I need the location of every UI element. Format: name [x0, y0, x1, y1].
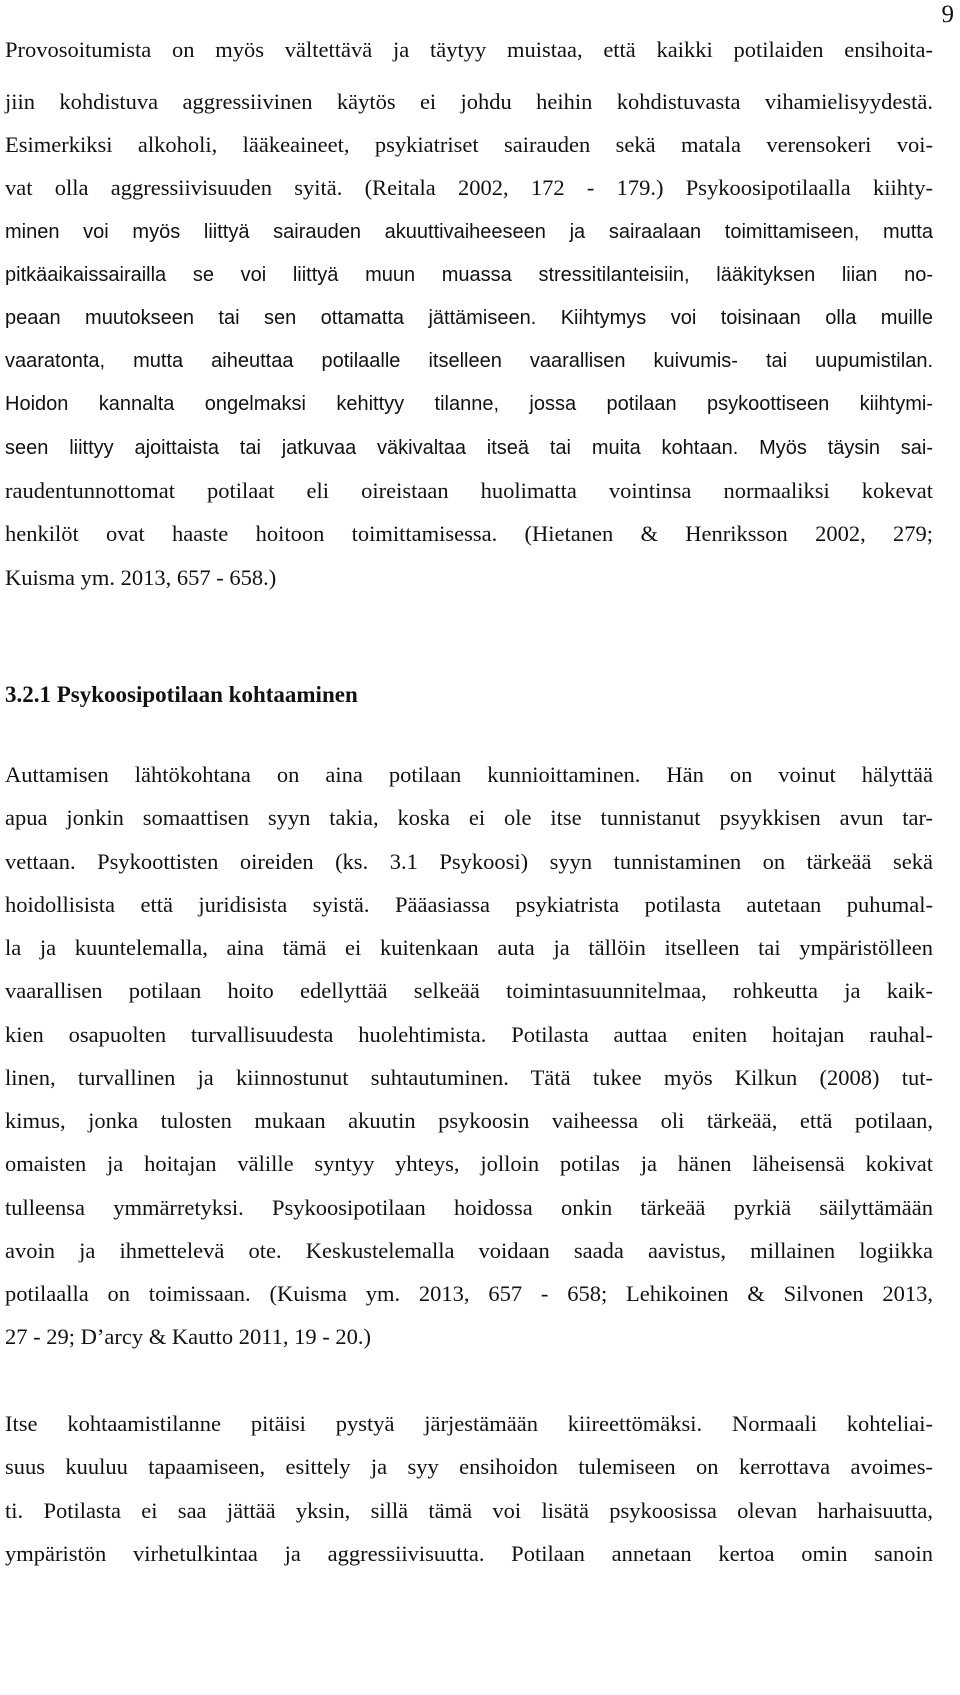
- paragraph-line: tulleensa ymmärretyksi. Psykoosipotilaan hoidossa onkin tärkeää pyrkiä säilyttämään: [5, 1195, 933, 1220]
- paragraph-line: seen liittyy ajoittaista tai jatkuvaa väkivaltaa itseä tai muita kohtaan. Myös täysin sai-: [5, 437, 933, 459]
- paragraph-line: kimus, jonka tulosten mukaan akuutin psykoosin vaiheessa oli tärkeää, että potilaan,: [5, 1108, 933, 1133]
- paragraph-line: kien osapuolten turvallisuudesta huolehtimista. Potilasta auttaa eniten hoitajan rauhal-: [5, 1022, 933, 1047]
- paragraph-line: vaaratonta, mutta aiheuttaa potilaalle itselleen vaarallisen kuivumis- tai uupumistilan.: [5, 350, 933, 372]
- paragraph-line: [5, 174, 933, 202]
- paragraph-line: linen, turvallinen ja kiinnostunut suhtautuminen. Tätä tukee myös Kilkun (2008) tut-: [5, 1065, 933, 1090]
- paragraph-line: henkilöt ovat haaste hoitoon toimittamisessa. (Hietanen & Henriksson 2002, 279;: [5, 521, 933, 546]
- paragraph-line: omaisten ja hoitajan välille syntyy yhteys, jolloin potilas ja hänen läheisensä kokivat: [5, 1151, 933, 1176]
- paragraph-line: la ja kuuntelemalla, aina tämä ei kuitenkaan auta ja tällöin itselleen tai ympäristölleen: [5, 935, 933, 960]
- paragraph-line: vettaan. Psykoottisten oireiden (ks. 3.1 Psykoosi) syyn tunnistaminen on tärkeää sekä: [5, 849, 933, 874]
- paragraph-line-last: Kuisma ym. 2013, 657 - 658.): [5, 565, 277, 590]
- paragraph-line: Esimerkiksi alkoholi, lääkeaineet, psykiatriset sairauden sekä matala verensokeri voi-: [5, 132, 933, 157]
- paragraph-line: apua jonkin somaattisen syyn takia, koska ei ole itse tunnistanut psyykkisen avun tar-: [5, 805, 933, 830]
- paragraph-line: pitkäaikaissairailla se voi liittyä muun muassa stressitilanteisiin, lääkityksen liian no-: [5, 264, 933, 286]
- paragraph-line: raudentunnottomat potilaat eli oireistaan huolimatta vointinsa normaaliksi kokevat: [5, 478, 933, 503]
- section-heading: 3.2.1 Psykoosipotilaan kohtaaminen: [5, 682, 358, 707]
- paragraph-line: suus kuuluu tapaamiseen, esittely ja syy ensihoidon tulemiseen on kerrottava avoimes-: [5, 1454, 933, 1479]
- paragraph-line: Itse kohtaamistilanne pitäisi pystyä järjestämään kiireettömäksi. Normaali kohteliai-: [5, 1411, 933, 1436]
- paragraph-line: peaan muutokseen tai sen ottamatta jättämiseen. Kiihtymys voi toisinaan olla muille: [5, 307, 933, 329]
- paragraph-line-segment: vat olla aggressiivisuuden syitä. (Reitala 2002, 172 - 179.) Psykoosipotilaalla kiihty-: [5, 175, 933, 200]
- paragraph-line: potilaalla on toimissaan. (Kuisma ym. 2013, 657 - 658; Lehikoinen & Silvonen 2013,: [5, 1281, 933, 1306]
- paragraph-line: Hoidon kannalta ongelmaksi kehittyy tilanne, jossa potilaan psykoottiseen kiihtymi-: [5, 393, 933, 415]
- paragraph-line: vaarallisen potilaan hoito edellyttää selkeää toimintasuunnitelmaa, rohkeutta ja kaik-: [5, 978, 933, 1003]
- paragraph-line: Auttamisen lähtökohtana on aina potilaan kunnioittaminen. Hän on voinut hälyttää: [5, 762, 933, 787]
- paragraph-line: Provosoitumista on myös vältettävä ja täytyy muistaa, että kaikki potilaiden ensihoita-: [5, 37, 933, 62]
- paragraph-line: ti. Potilasta ei saa jättää yksin, sillä tämä voi lisätä psykoosissa olevan harhaisuutta,: [5, 1498, 933, 1523]
- paragraph-line: avoin ja ihmettelevä ote. Keskustelemalla voidaan saada aavistus, millainen logiikka: [5, 1238, 933, 1263]
- paragraph-line: ympäristön virhetulkintaa ja aggressiivisuutta. Potilaan annetaan kertoa omin sanoin: [5, 1541, 933, 1566]
- page-number: 9: [941, 1, 954, 28]
- paragraph-line: jiin kohdistuva aggressiivinen käytös ei johdu heihin kohdistuvasta vihamielisyydestä.: [5, 89, 933, 114]
- paragraph-line: hoidollisista että juridisista syistä. Pääasiassa psykiatrista potilasta autetaan puhumal-: [5, 892, 933, 917]
- paragraph-line-last: 27 - 29; D’arcy & Kautto 2011, 19 - 20.): [5, 1324, 371, 1349]
- paragraph-line: minen voi myös liittyä sairauden akuuttivaiheeseen ja sairaalaan toimittamiseen, mutta: [5, 221, 933, 243]
